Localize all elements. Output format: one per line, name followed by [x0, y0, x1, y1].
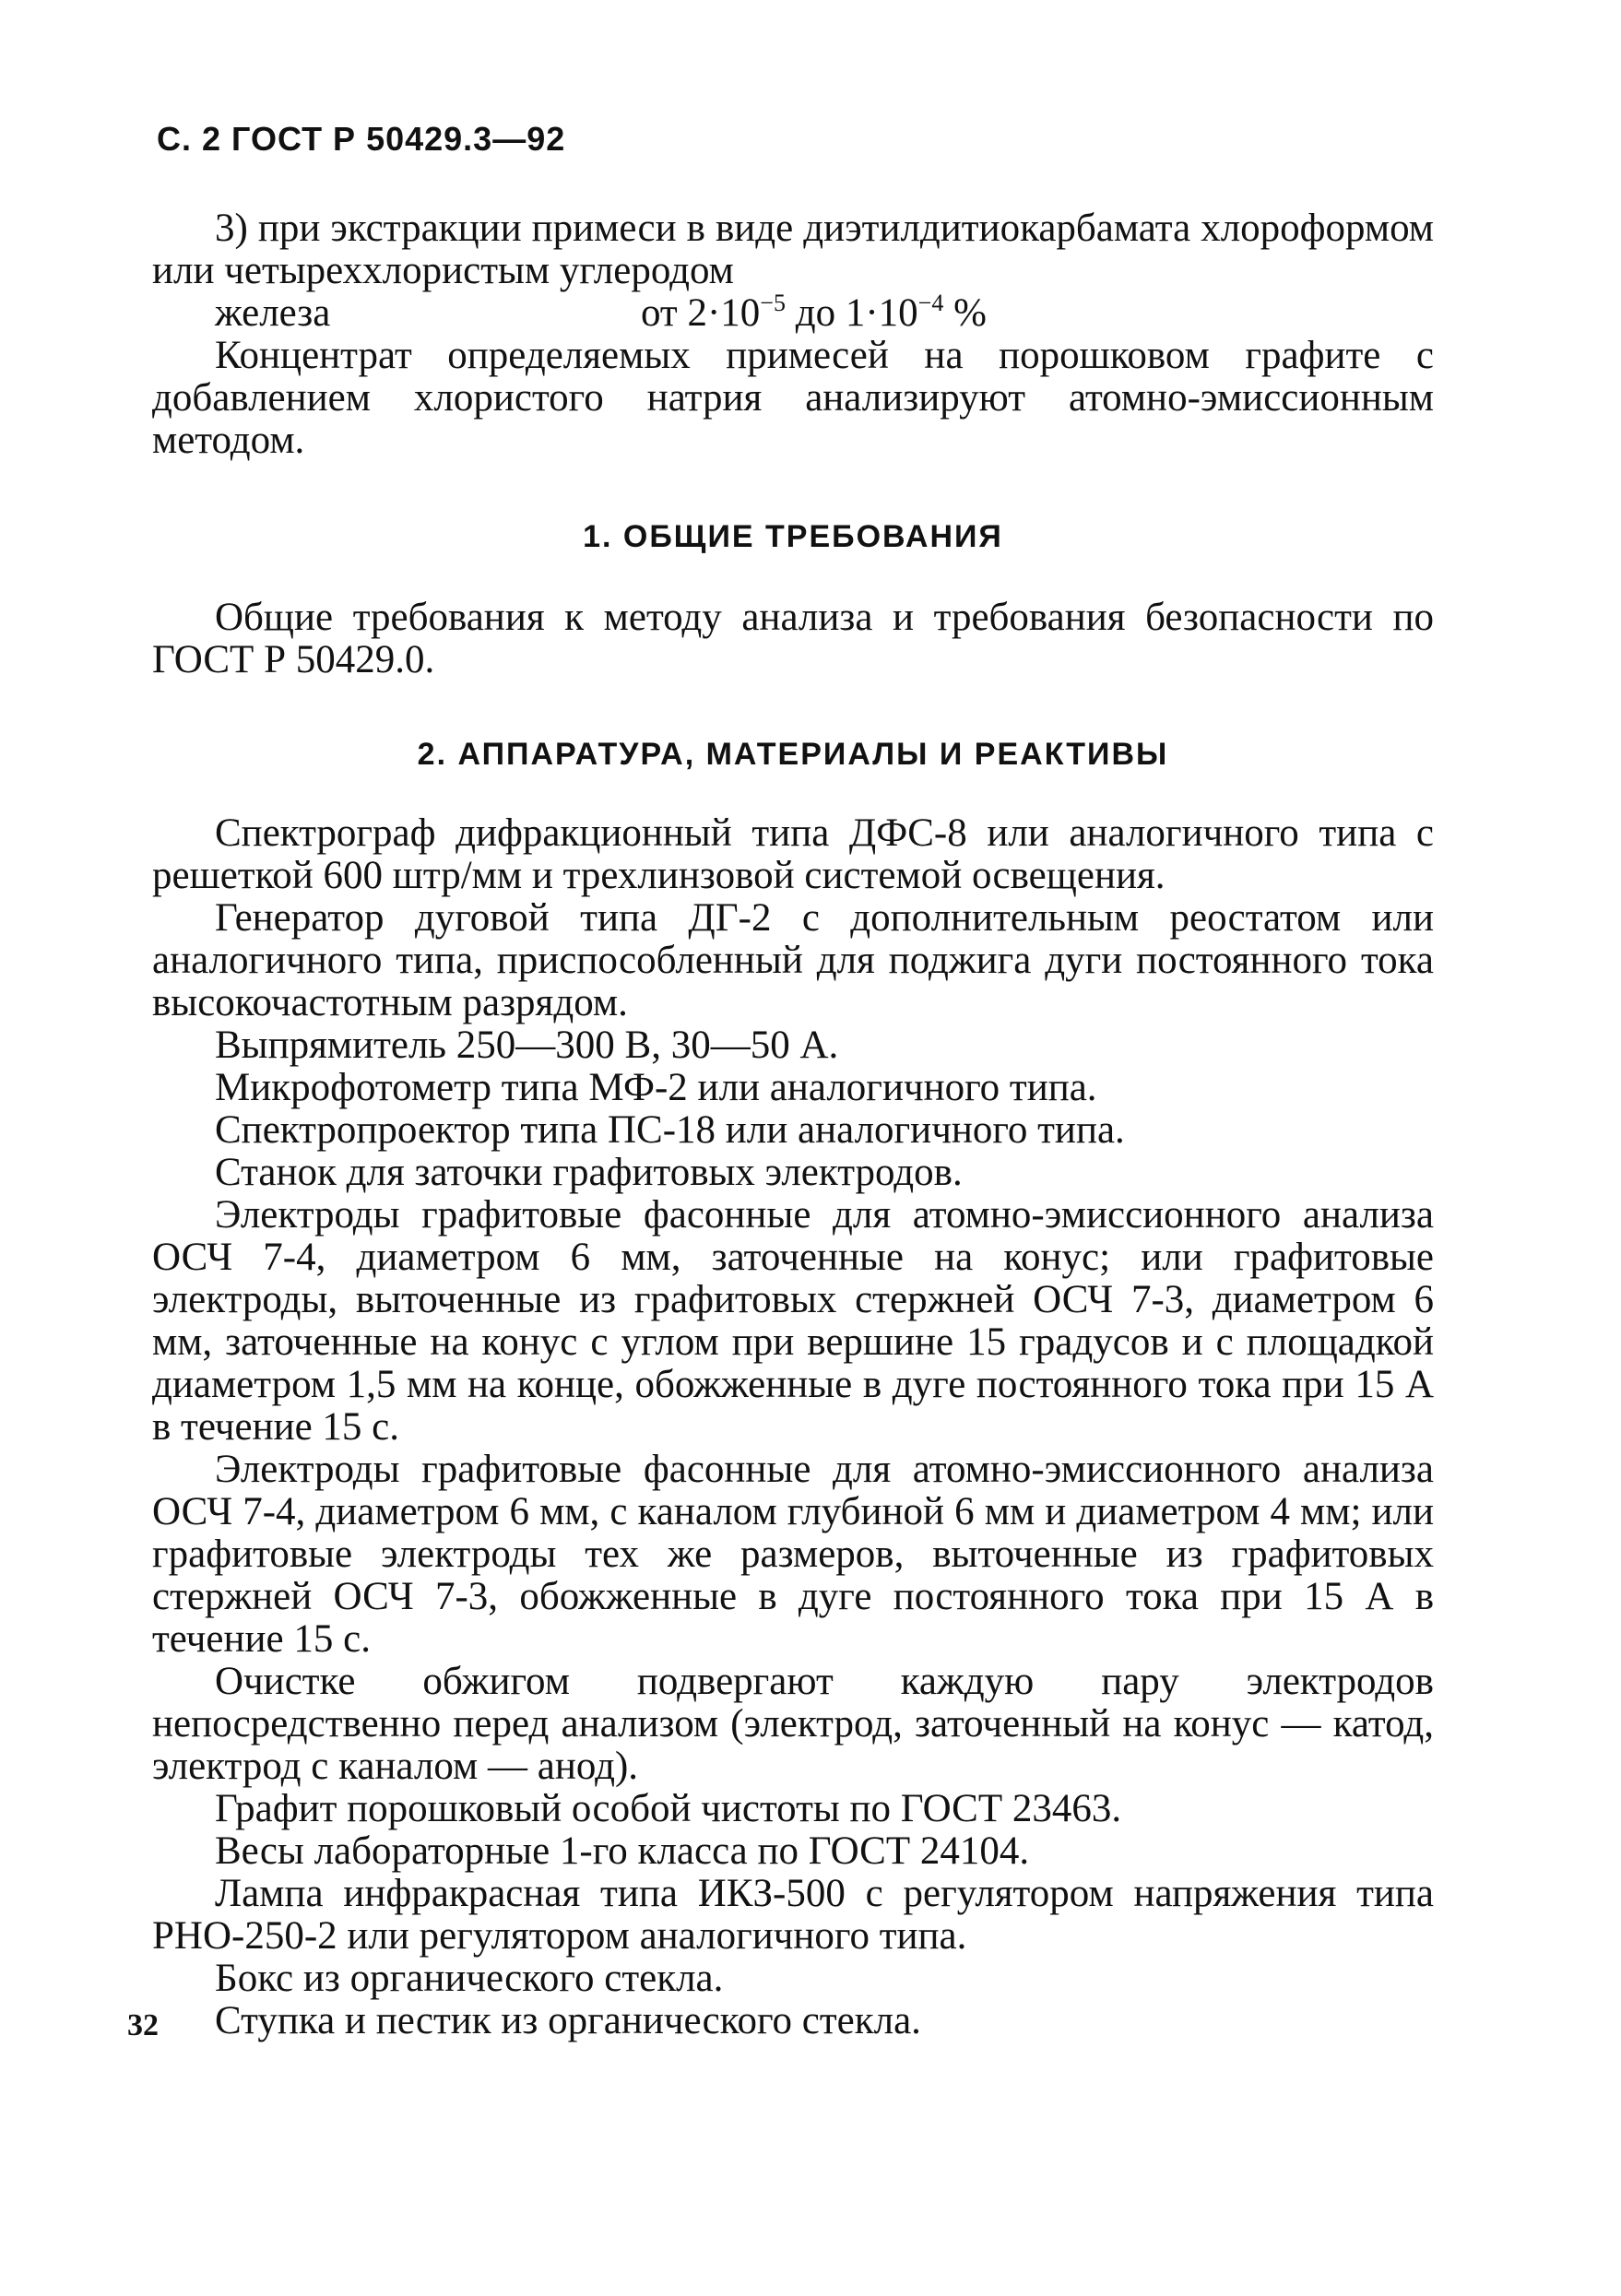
section-2-paragraph: Лампа инфракрасная типа ИКЗ-500 с регулятором напряжения типа РНО-250-2 или регулятором аналогичного типа.	[152, 1872, 1434, 1958]
section-2-paragraph: Генератор дуговой типа ДГ-2 с дополнительным реостатом или аналогичного типа, приспособленный для поджига дуги постоянного тока высокочастотным разрядом.	[152, 896, 1434, 1024]
page-number: 32	[127, 2008, 159, 2042]
section-2-paragraph: Ступка и пестик из органического стекла.	[215, 1999, 921, 2042]
element-name: железа	[215, 291, 331, 335]
range-to: до 1·10	[785, 291, 918, 335]
iron-range-row	[152, 292, 1434, 335]
section-2-paragraph: Очистке обжигом подвергают каждую пару электродов непосредственно перед анализом (электрод, заточенный на конус — катод, электрод с каналом — анод).	[152, 1660, 1434, 1788]
range-to-exponent: −4	[917, 290, 944, 316]
section-2-paragraph: Микрофотометр типа МФ-2 или аналогичного типа.	[215, 1066, 1097, 1109]
concentration-range	[641, 292, 987, 335]
range-from: от 2·10	[641, 291, 761, 335]
section-2-paragraph: Спектрограф дифракционный типа ДФС-8 или аналогичного типа с решеткой 600 штр/мм и трехлинзовой системой освещения.	[152, 811, 1434, 897]
section-2-paragraph: Весы лабораторные 1-го класса по ГОСТ 24104.	[215, 1829, 1030, 1873]
section-2-paragraph: Выпрямитель 250—300 В, 30—50 А.	[215, 1024, 839, 1067]
section-2-paragraph: Бокс из органического стекла.	[215, 1957, 724, 2000]
section-1-text: Общие требования к методу анализа и требования безопасности по ГОСТ Р 50429.0.	[152, 596, 1434, 681]
running-header: С. 2 ГОСТ Р 50429.3—92	[157, 120, 566, 158]
section-2-paragraph: Графит порошковый особой чистоты по ГОСТ 23463.	[215, 1787, 1122, 1830]
section-2-paragraph: Электроды графитовые фасонные для атомно-эмиссионного анализа ОСЧ 7-4, диаметром 6 мм, с каналом глубиной 6 мм и диаметром 4 мм; или графитовые электроды тех же размеров, выточенные из графитовых стержней ОСЧ 7-3, обожженные в дуге постоянного тока при 15 А в течение 15 с.	[152, 1448, 1434, 1661]
section-2-paragraph: Станок для заточки графитовых электродов.	[215, 1151, 963, 1194]
range-unit: %	[943, 291, 987, 335]
section-2-title: 2. АППАРАТУРА, МАТЕРИАЛЫ И РЕАКТИВЫ	[417, 737, 1169, 772]
intro-item-3: 3) при экстракции примеси в виде диэтилдитиокарбамата хлороформом или четыреххлористым углеродом	[152, 207, 1434, 292]
section-2-paragraph: Электроды графитовые фасонные для атомно-эмиссионного анализа ОСЧ 7-4, диаметром 6 мм, заточенные на конус; или графитовые электроды, выточенные из графитовых стержней ОСЧ 7-3, диаметром 6 мм, заточенные на конус с углом при вершине 15 градусов и с площадкой диаметром 1,5 мм на конце, обожженные в дуге постоянного тока при 15 А в течение 15 с.	[152, 1193, 1434, 1449]
range-from-exponent: −5	[760, 290, 786, 316]
section-1-title: 1. ОБЩИЕ ТРЕБОВАНИЯ	[583, 519, 1003, 554]
section-2-paragraph: Спектропроектор типа ПС-18 или аналогичного типа.	[215, 1108, 1125, 1152]
document-body	[152, 207, 1434, 2042]
concentrate-paragraph: Концентрат определяемых примесей на порошковом графите с добавлением хлористого натрия анализируют атомно-эмиссионным методом.	[152, 334, 1434, 462]
